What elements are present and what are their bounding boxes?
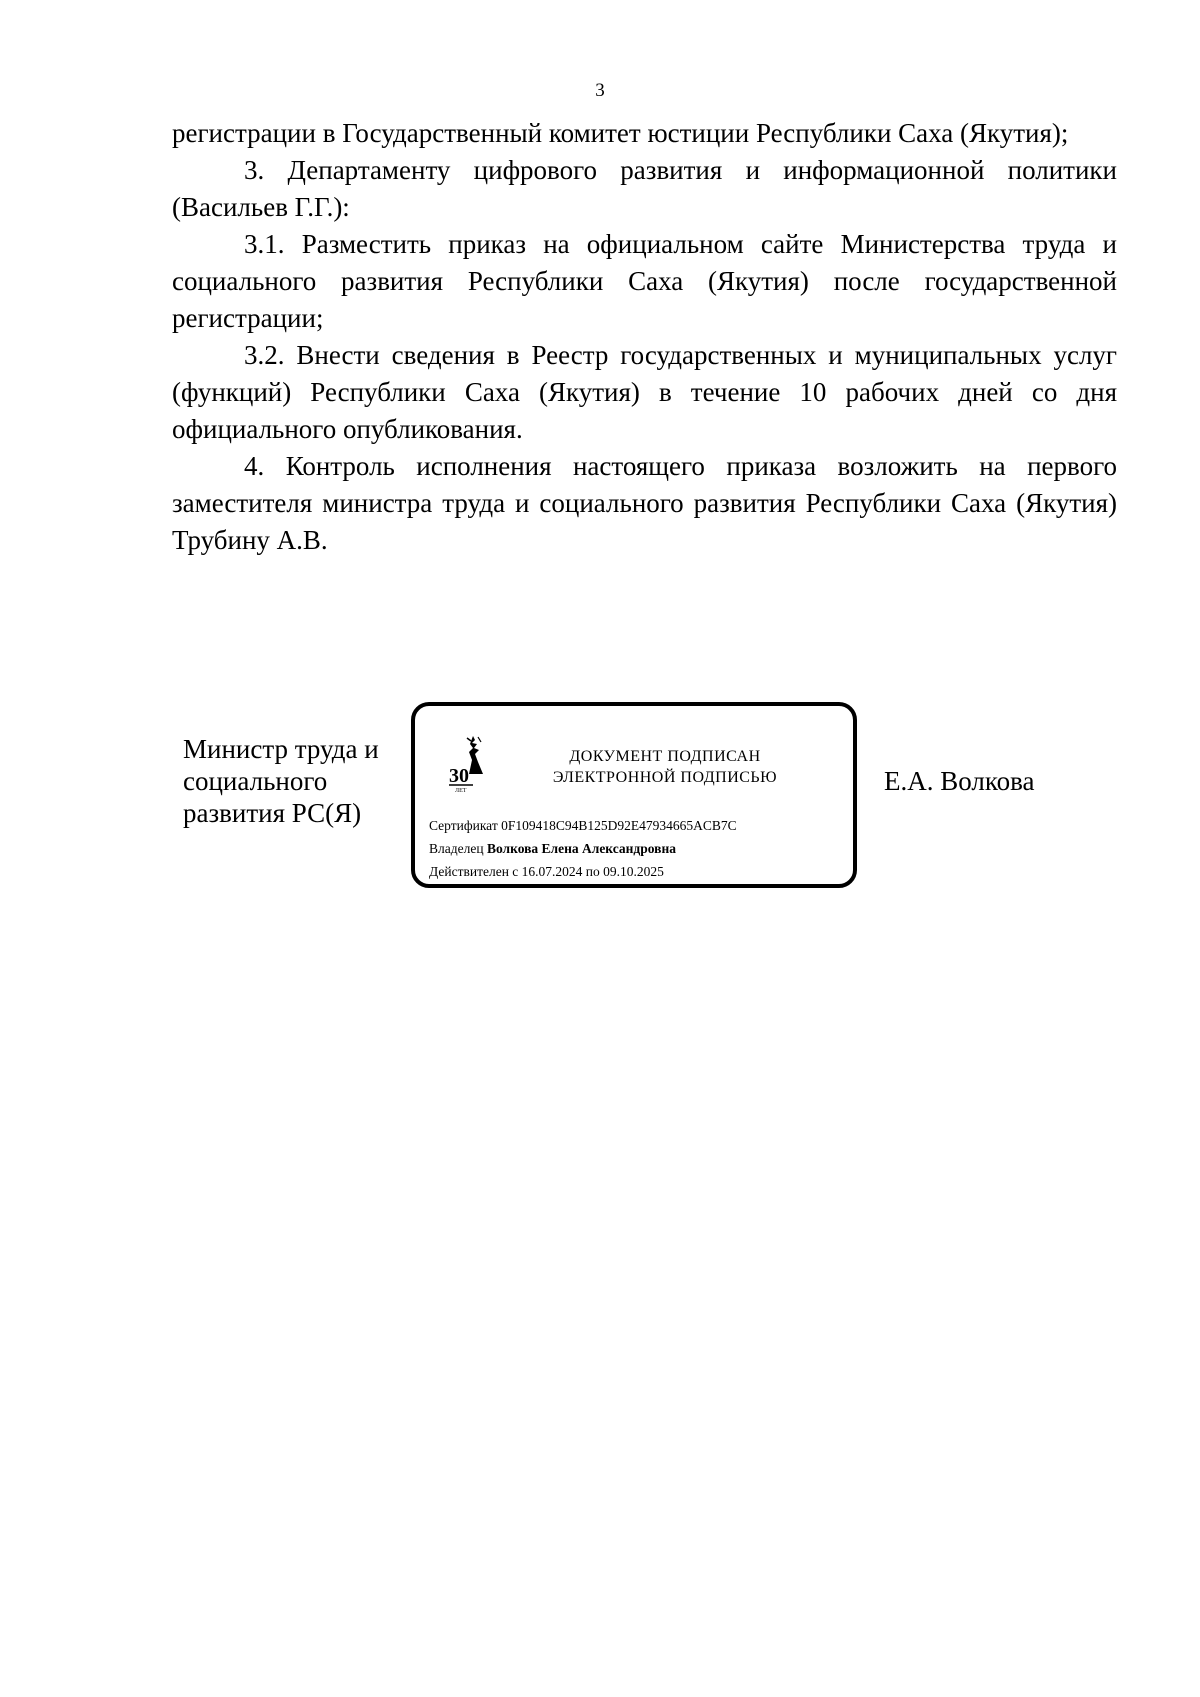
anniversary-30-emblem-icon (447, 734, 499, 794)
owner-label: Владелец (429, 841, 484, 856)
valid-from: 16.07.2024 (521, 864, 583, 879)
paragraph-item-4: 4. Контроль исполнения настоящего приказа возложить на первого заместителя министра труда и социального развития Республики Саха (Якутия) Трубину А.В. (172, 451, 1117, 555)
stamp-heading-line: ЭЛЕКТРОННОЙ ПОДПИСЬЮ (552, 769, 778, 786)
validity-to-label: по (585, 864, 600, 879)
signer-title-line: Министр труда и (183, 734, 379, 764)
certificate-value: 0F109418C94B125D92E47934665ACB7C (501, 818, 737, 833)
validity-row (429, 860, 737, 883)
stamp-heading-line: ДОКУМЕНТ ПОДПИСАН (569, 748, 761, 765)
stamp-details (429, 814, 737, 883)
certificate-row (429, 814, 737, 837)
owner-value: Волкова Елена Александровна (486, 841, 677, 856)
valid-to: 09.10.2025 (603, 864, 664, 879)
paragraph-continuation: регистрации в Государственный комитет юстиции Республики Саха (Якутия); (172, 118, 1069, 148)
paragraph-item-3: 3. Департаменту цифрового развития и информационной политики (Васильев Г.Г.): (172, 155, 1117, 222)
paragraph-item-3-2: 3.2. Внести сведения в Реестр государственных и муниципальных услуг (функций) Республики Саха (Якутия) в течение 10 рабочих дней со дня официального опубликования. (172, 340, 1117, 444)
page-number: 3 (595, 80, 605, 101)
signer-title (183, 733, 379, 829)
validity-label: Действителен с (429, 864, 519, 879)
electronic-signature-stamp (411, 702, 857, 888)
emblem-number: 30 (449, 765, 469, 787)
document-body (172, 115, 1117, 559)
signer-title-line: социального (183, 766, 328, 796)
certificate-label: Сертификат (429, 818, 498, 833)
emblem-caption: ЛЕТ (455, 788, 467, 794)
signer-name: Е.А. Волкова (884, 766, 1035, 796)
owner-row (429, 837, 737, 860)
stamp-heading (515, 746, 815, 788)
paragraph-item-3-1: 3.1. Разместить приказ на официальном сайте Министерства труда и социального развития Республики Саха (Якутия) после государственной регистрации; (172, 229, 1117, 333)
signer-title-line: развития РС(Я) (183, 798, 362, 828)
